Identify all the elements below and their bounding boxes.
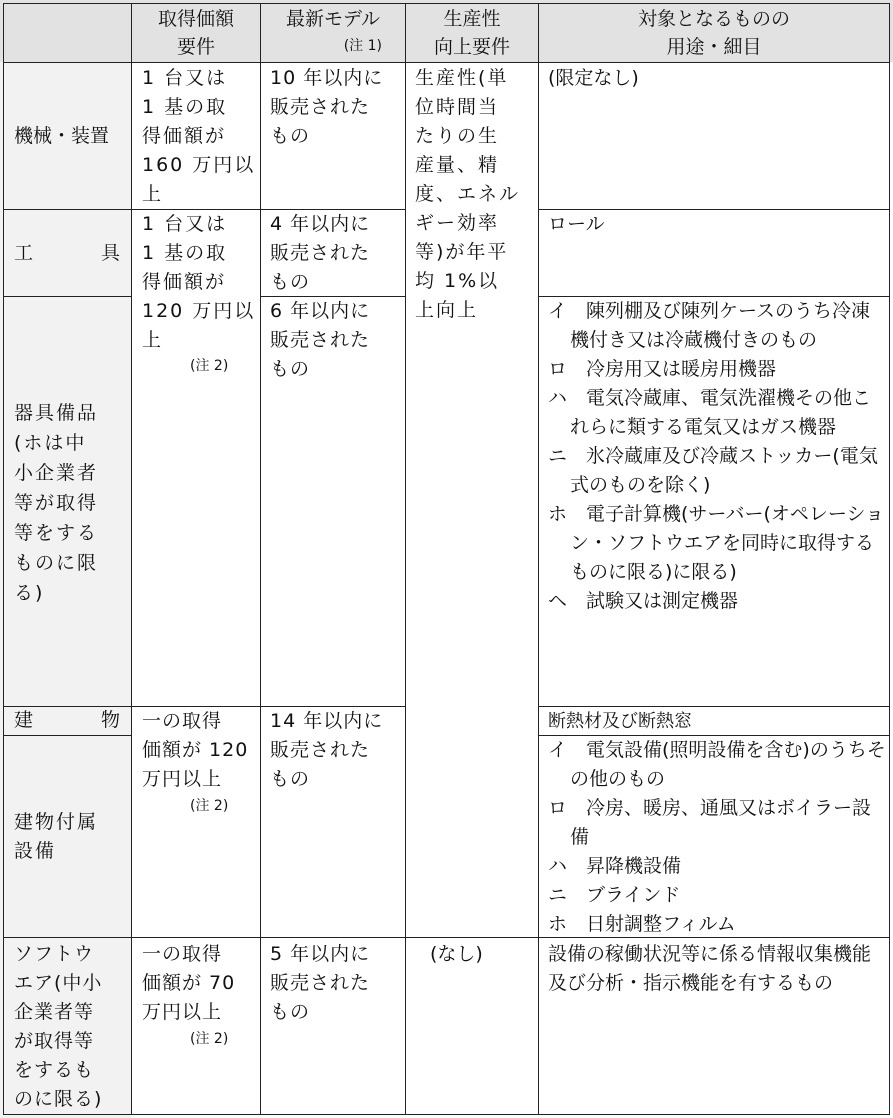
category-building-equipment: 建物付属 設備: [14, 811, 99, 862]
list-item: ホ 日射調整フィルム: [548, 913, 736, 935]
category-tools: 工 具: [14, 242, 120, 264]
grid-line: [3, 296, 131, 297]
grid-line: [538, 3, 539, 1115]
grid-line: [3, 735, 131, 736]
acquisition-software-note: (注 2): [190, 1031, 229, 1047]
acquisition-software: 一の取得 価額が 70 万円以上: [142, 943, 236, 1023]
usage-software: 設備の稼働状況等に係る情報収集機能及び分析・指示機能を有するもの: [548, 943, 872, 994]
header-productivity-requirement: 生産性 向上要件: [433, 8, 510, 58]
acquisition-tools-note: (注 2): [190, 358, 229, 374]
usage-equipment-list: [548, 297, 886, 616]
category-equipment: 器具備品 (ホは中 小企業者 等が取得 等をする ものに限 る): [14, 402, 99, 604]
latest-model-software: 5 年以内に 販売された もの: [270, 943, 371, 1023]
productivity-software: (なし): [430, 943, 483, 965]
list-item: ホ 電子計算機(サーバー(オペレーション・ソフトウエアを同時に取得するものに限る)に限る): [548, 503, 885, 583]
category-building: 建 物: [14, 709, 120, 731]
grid-line: [131, 3, 132, 1115]
usage-machinery: (限定なし): [548, 67, 639, 89]
acquisition-building: 一の取得 価額が 120 万円以上: [142, 710, 249, 790]
usage-building-equipment-list: [548, 736, 886, 939]
list-item: ニ 氷冷蔵庫及び冷蔵ストッカー(電気式のものを除く): [548, 445, 878, 496]
list-item: イ 電気設備(照明設備を含む)のうちその他のもの: [548, 739, 886, 790]
header-latest-model: 最新モデル: [285, 8, 381, 30]
acquisition-building-note: (注 2): [190, 798, 229, 814]
grid-line: [405, 3, 406, 1115]
list-item: ロ 冷房、暖房、通風又はボイラー設備: [548, 797, 872, 848]
header-latest-model-note: (注 1): [343, 38, 382, 54]
list-item: ハ 昇降機設備: [548, 855, 682, 877]
category-software: ソフトウ エア(中小 企業者等 が取得等 をするも のに限る): [14, 943, 103, 1110]
grid-line: [3, 3, 4, 1115]
grid-line: [260, 3, 261, 1115]
acquisition-machinery: 1 台又は 1 基の取 得価額が 160 万円以 上: [142, 67, 256, 205]
grid-line: [3, 3, 890, 4]
list-item: ハ 電気冷蔵庫、電気洗濯機その他これらに類する電気又はガス機器: [548, 387, 872, 438]
category-machinery: 機械・装置: [14, 125, 110, 147]
latest-model-equipment: 6 年以内に 販売された もの: [270, 300, 371, 380]
productivity-requirement: 生産性(単 位時間当 たりの生 産量、精 度、エネル ギー効率 等)が年平 均 1%以 上向上: [415, 67, 521, 321]
grid-line: [3, 62, 890, 63]
usage-building: 断熱材及び断熱窓: [548, 711, 692, 732]
acquisition-tools-equipment: 1 台又は 1 基の取 得価額が 120 万円以 上: [142, 213, 256, 351]
grid-line: [3, 1114, 890, 1115]
header-usage-details: 対象となるものの 用途・細目: [637, 8, 790, 58]
list-item: ロ 冷房用又は暖房用機器: [548, 358, 777, 380]
list-item: ヘ 試験又は測定機器: [548, 590, 739, 612]
header-acquisition-requirement: 取得価額 要件: [157, 8, 234, 58]
latest-model-machinery: 10 年以内に 販売された もの: [270, 67, 384, 147]
latest-model-building: 14 年以内に 販売された もの: [270, 710, 384, 790]
usage-tools: ロール: [548, 213, 605, 235]
latest-model-tools: 4 年以内に 販売された もの: [270, 213, 371, 293]
grid-line: [889, 3, 890, 1115]
list-item: ニ ブラインド: [548, 884, 681, 906]
list-item: イ 陳列棚及び陳列ケースのうち冷凍機付き又は冷蔵機付きのもの: [548, 300, 871, 351]
